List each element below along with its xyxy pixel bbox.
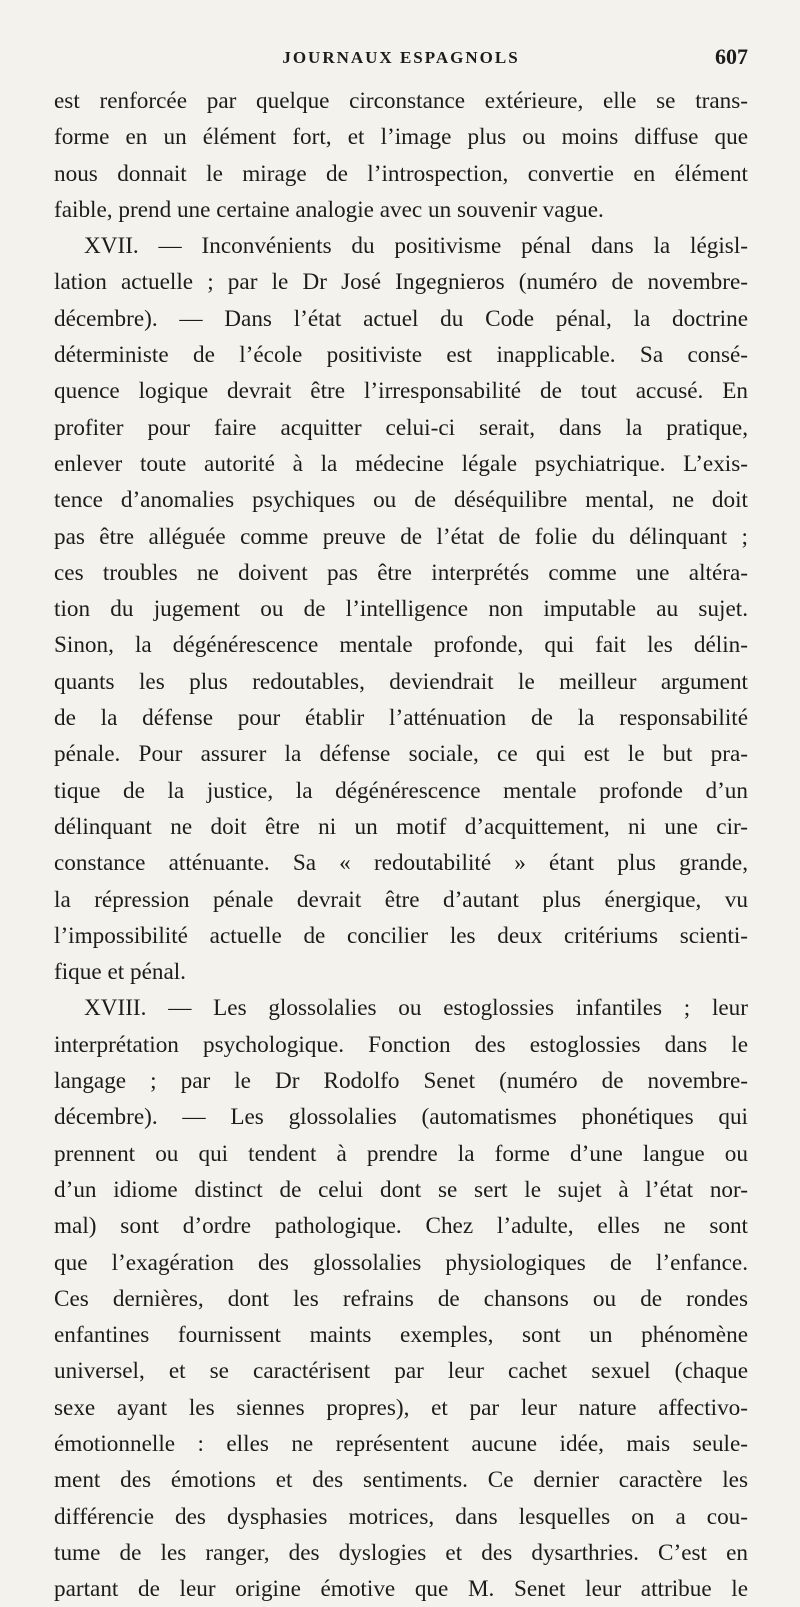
text-line: décembre). — Dans l’état actuel du Code pénal, la doctrine — [54, 305, 748, 332]
text-line: universel, et se caractérisent par leur cachet sexuel (chaque — [54, 1358, 748, 1385]
section-heading-xvii: XVII. — Inconvénients du positivisme pénal dans la législ- — [84, 233, 748, 260]
text-line: mal) sont d’ordre pathologique. Chez l’adulte, elles ne sont — [54, 1213, 748, 1240]
text-line: langage ; par le Dr Rodolfo Senet (numéro de novembre- — [54, 1068, 748, 1095]
text-line: forme en un élément fort, et l’image plus ou moins diffuse que — [54, 124, 748, 151]
text-line: sexe ayant les siennes propres), et par leur nature affectivo- — [54, 1394, 748, 1421]
running-title: JOURNAUX ESPAGNOLS — [282, 48, 520, 67]
text-line: que l’exagération des glossolalies physiologiques de l’enfance. — [54, 1249, 748, 1276]
text-line: la répression pénale devrait être d’autant plus énergique, vu — [54, 886, 748, 913]
text-line: fique et pénal. — [54, 959, 186, 986]
text-line: l’impossibilité actuelle de concilier les deux critériums scienti- — [54, 922, 748, 949]
text-line: faible, prend une certaine analogie avec un souvenir vague. — [54, 196, 604, 223]
text-line: d’un idiome distinct de celui dont se sert le sujet à l’état nor- — [54, 1176, 748, 1203]
text-line: tique de la justice, la dégénérescence mentale profonde d’un — [54, 777, 748, 804]
text-line: Ces dernières, dont les refrains de chansons ou de rondes — [54, 1285, 748, 1312]
text-line: déterministe de l’école positiviste est inapplicable. Sa consé- — [54, 342, 748, 369]
text-line: différencie des dysphasies motrices, dans lesquelles on a cou- — [54, 1503, 748, 1530]
text-line: émotionnelle : elles ne représentent aucune idée, mais seule- — [54, 1430, 748, 1457]
text-line: pénale. Pour assurer la défense sociale, ce qui est le but pra- — [54, 741, 748, 768]
text-line: tume de les ranger, des dyslogies et des dysarthries. C’est en — [54, 1539, 748, 1566]
text-line: quence logique devrait être l’irresponsabilité de tout accusé. En — [54, 378, 748, 405]
text-line: ces troubles ne doivent pas être interprétés comme une altéra- — [54, 559, 748, 586]
text-line: lation actuelle ; par le Dr José Ingegnieros (numéro de novembre- — [54, 269, 748, 296]
text-line: décembre). — Les glossolalies (automatismes phonétiques qui — [54, 1104, 748, 1131]
text-line: prennent ou qui tendent à prendre la forme d’une langue ou — [54, 1140, 748, 1167]
section-heading-xviii: XVIII. — Les glossolalies ou estoglossies infantiles ; leur — [84, 995, 748, 1022]
text-line: de la défense pour établir l’atténuation de la responsabilité — [54, 705, 748, 732]
text-line: Sinon, la dégénérescence mentale profonde, qui fait les délin- — [54, 632, 748, 659]
text-line: ment des émotions et des sentiments. Ce dernier caractère les — [54, 1467, 748, 1494]
text-line: enfantines fournissent maints exemples, sont un phénomène — [54, 1322, 748, 1349]
text-line: profiter pour faire acquitter celui-ci serait, dans la pratique, — [54, 414, 748, 441]
text-line: tion du jugement ou de l’intelligence non imputable au sujet. — [54, 596, 748, 623]
text-line: quants les plus redoutables, deviendrait le meilleur argument — [54, 668, 748, 695]
text-line: délinquant ne doit être ni un motif d’acquittement, ni une cir- — [54, 813, 748, 840]
text-line: est renforcée par quelque circonstance extérieure, elle se trans- — [54, 88, 748, 114]
page-number: 607 — [715, 44, 748, 69]
text-line: interprétation psychologique. Fonction des estoglossies dans le — [54, 1031, 748, 1058]
page-header — [54, 44, 748, 74]
text-line: nous donnait le mirage de l’introspection, convertie en élément — [54, 160, 748, 187]
text-line: constance atténuante. Sa « redoutabilité » étant plus grande, — [54, 850, 748, 877]
body-text — [54, 83, 748, 1607]
text-line: partant de leur origine émotive que M. Senet leur attribue le — [54, 1576, 748, 1603]
text-line: pas être alléguée comme preuve de l’état de folie du délinquant ; — [54, 523, 748, 550]
text-line: tence d’anomalies psychiques ou de déséquilibre mental, ne doit — [54, 487, 748, 514]
text-line: enlever toute autorité à la médecine légale psychiatrique. L’exis- — [54, 450, 748, 477]
